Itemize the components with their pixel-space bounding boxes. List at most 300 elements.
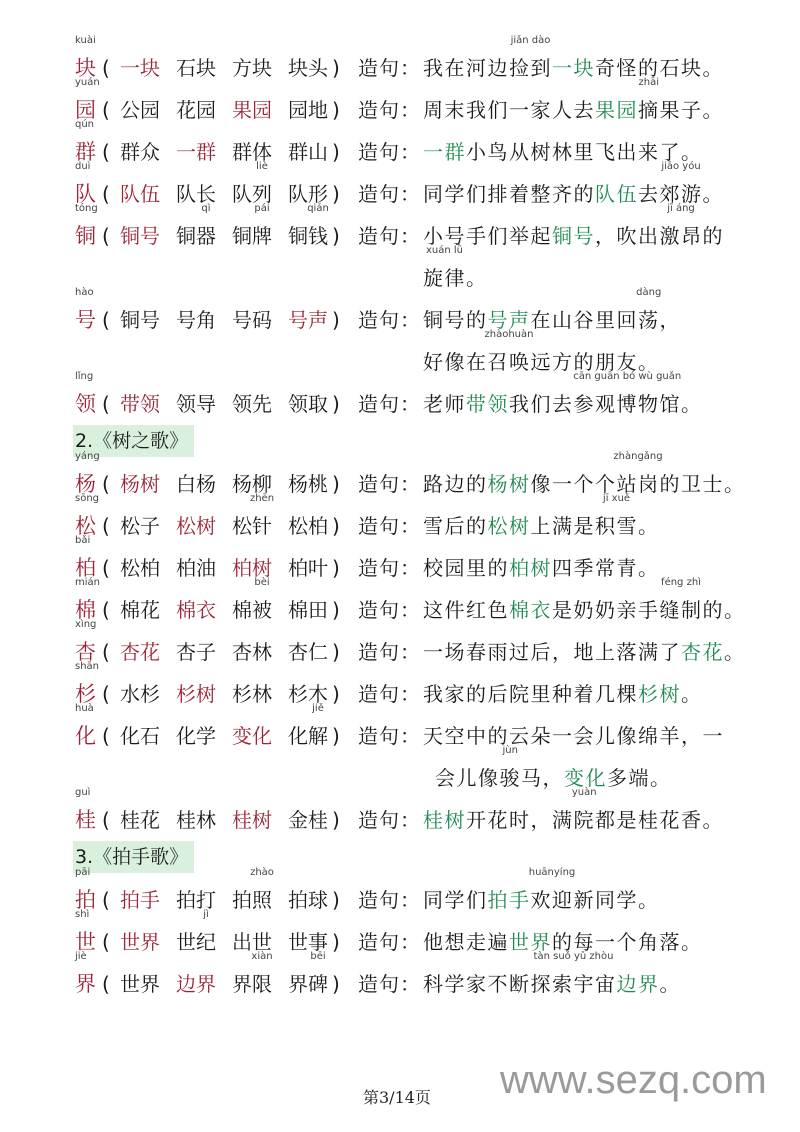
entry-line <box>75 909 775 963</box>
word-pinyin: zhào <box>250 867 274 878</box>
sentence-text: 这件红色 <box>423 598 509 622</box>
word-item: 队形 <box>288 182 328 206</box>
annotated-segment <box>595 493 638 547</box>
annotated-segment <box>571 787 597 841</box>
open-paren: ( <box>102 930 110 954</box>
segment-text: 积雪 <box>595 514 638 538</box>
word-item: 松 zhēn 针 <box>232 505 276 547</box>
word-item: 块头 <box>288 56 328 80</box>
segment-pinyin: jiāo yóu <box>661 161 701 172</box>
word-item: 柏树 <box>232 556 272 580</box>
segment-pinyin: jùn <box>502 745 518 756</box>
vocab-entry <box>75 661 775 715</box>
entry-line <box>75 451 775 505</box>
word-item: 群众 <box>120 140 160 164</box>
entry-line <box>75 35 775 89</box>
annotated-segment <box>530 951 617 1005</box>
word-item: 花园 <box>176 98 216 122</box>
word-item: 出世 <box>232 930 272 954</box>
key-character-text: 号 <box>75 308 96 332</box>
sentence-text: 。 <box>681 682 703 706</box>
highlighted-word: 杉树 <box>638 682 681 706</box>
word-pinyin: pái <box>254 203 270 214</box>
segment-text: 骏 <box>499 766 521 790</box>
key-character-pinyin: guì <box>75 787 91 798</box>
open-paren: ( <box>102 224 110 248</box>
open-paren: ( <box>102 682 110 706</box>
close-paren: ) <box>332 56 340 80</box>
annotated-segment <box>659 203 703 257</box>
annotated-char: liè 列 <box>252 161 272 206</box>
sentence-label: 造句： <box>358 724 421 748</box>
annotated-segment <box>573 371 682 425</box>
word-item: 世事 <box>288 930 328 954</box>
sentence-text: 在山谷里回 <box>530 308 638 332</box>
sentence-label: 造句： <box>358 972 421 996</box>
highlighted-word: 棉衣 <box>509 598 552 622</box>
key-character-text: 界 <box>75 972 96 996</box>
word-item: 园地 <box>288 98 328 122</box>
word-pinyin: qì <box>201 203 211 214</box>
sentence-text: 同学们排着整齐的 <box>423 182 595 206</box>
sentence-label: 造句： <box>358 98 421 122</box>
word-item: 果园 <box>232 98 272 122</box>
open-paren: ( <box>102 392 110 416</box>
close-paren: ) <box>332 392 340 416</box>
sentence-text: 都是桂花香。 <box>595 808 724 832</box>
close-paren: ) <box>332 930 340 954</box>
word-item: 棉田 <box>288 598 328 622</box>
word-item: 杉树 <box>176 682 216 706</box>
word-pinyin: jì <box>203 909 209 920</box>
word-item: 拍 zhào 照 <box>232 879 276 921</box>
word-item: 杨桃 <box>288 472 328 496</box>
sentence-text: 新同学。 <box>573 888 660 912</box>
sentence-text: 开花时，满 <box>466 808 574 832</box>
segment-text: 探索宇宙 <box>530 972 617 996</box>
word-item: 化学 <box>176 724 216 748</box>
vocab-entry <box>75 951 775 1005</box>
word-item: 一块 <box>120 56 160 80</box>
word-item: 拍手 <box>120 888 160 912</box>
vocab-entry <box>75 909 775 963</box>
vocab-entry <box>75 867 775 921</box>
highlighted-word: 果园 <box>595 98 638 122</box>
key-character-text: 领 <box>75 392 96 416</box>
word-item: 棉 bèi 被 <box>232 589 276 631</box>
key-character-pinyin: mián <box>75 577 100 588</box>
word-item: 方块 <box>232 56 272 80</box>
sentence-text: 好像在 <box>423 350 488 374</box>
segment-pinyin: jī xuě <box>602 493 631 504</box>
example-sentence <box>423 371 703 425</box>
entry-line <box>75 867 775 921</box>
word-item: 柏叶 <box>288 556 328 580</box>
word-item: 化 jiě 解 <box>288 715 332 757</box>
example-sentence <box>423 493 660 547</box>
key-character-text: 铜 <box>75 224 96 248</box>
word-item: 世界 <box>120 930 160 954</box>
sentence-text: 。 <box>638 514 660 538</box>
close-paren: ) <box>332 724 340 748</box>
close-paren: ) <box>332 640 340 664</box>
key-character-text: 杨 <box>75 472 96 496</box>
word-item: 群山 <box>288 140 328 164</box>
sentence-continuation-line <box>75 745 775 799</box>
example-sentence <box>423 787 724 841</box>
sentence-text: 同学们 <box>423 888 488 912</box>
key-character-text: 化 <box>75 724 96 748</box>
word-pinyin: qián <box>307 203 329 214</box>
sentence-label: 造句： <box>358 472 421 496</box>
word-item: 松柏 <box>120 556 160 580</box>
segment-pinyin: dàng <box>636 287 662 298</box>
close-paren: ) <box>332 98 340 122</box>
segment-text: 旋律 <box>423 266 466 290</box>
sentence-text: 果子。 <box>659 98 724 122</box>
vocab-entry <box>75 619 775 673</box>
sentence-label: 造句： <box>358 640 421 664</box>
highlighted-word: 拍手 <box>487 888 531 912</box>
sentence-label: 造句： <box>358 514 421 538</box>
segment-text: 捡到 <box>509 56 552 80</box>
word-item: 世界 <box>120 972 160 996</box>
key-character-pinyin: yáng <box>75 451 100 462</box>
sentence-label: 造句： <box>358 224 421 248</box>
annotated-segment <box>484 329 534 383</box>
word-item: 带领 <box>120 392 160 416</box>
word-item: 界 xiàn 限 <box>232 963 276 1005</box>
example-sentence <box>423 547 660 589</box>
annotated-char: bēi 碑 <box>308 951 328 996</box>
key-character-pinyin: lǐng <box>75 371 94 382</box>
word-item: 石块 <box>176 56 216 80</box>
entry-line <box>75 371 775 425</box>
word-item: 柏油 <box>176 556 216 580</box>
page-number: 第3/14页 <box>363 1088 431 1107</box>
highlighted-word: 杨树 <box>487 472 531 496</box>
open-paren: ( <box>102 182 110 206</box>
sentence-text: 校园里的 <box>423 556 509 580</box>
segment-pinyin: xuán lǜ <box>425 245 464 256</box>
key-character-pinyin: qún <box>75 119 95 130</box>
sentence-text: 的每一个角落。 <box>552 930 703 954</box>
sentence-text: 科学家不断 <box>423 972 531 996</box>
word-item: 水杉 <box>120 682 160 706</box>
key-character-text: 园 <box>75 98 96 122</box>
example-sentence <box>423 673 703 715</box>
word-item: 铜号 <box>120 224 160 248</box>
sentence-text: 上满是 <box>530 514 595 538</box>
segment-pinyin: féng zhì <box>661 577 701 588</box>
open-paren: ( <box>102 56 110 80</box>
sentence-text: 的卫士。 <box>659 472 746 496</box>
example-sentence <box>423 35 724 89</box>
annotated-char: qì 器 <box>196 203 216 248</box>
sentence-text: 像一个个 <box>530 472 617 496</box>
word-item: 松子 <box>120 514 160 538</box>
sentence-text: 周末我们一家人去 <box>423 98 595 122</box>
word-item: 公园 <box>120 98 160 122</box>
word-item: 领先 <box>232 392 272 416</box>
example-sentence <box>423 451 746 505</box>
key-character-pinyin: shān <box>75 661 100 672</box>
vocab-entry <box>75 451 775 505</box>
word-pinyin: bèi <box>254 577 270 588</box>
sentence-text: 的 <box>702 224 724 248</box>
word-item: 世 jì 纪 <box>176 921 220 963</box>
word-pinyin: zhēn <box>249 493 275 504</box>
key-character <box>75 951 101 1005</box>
word-item: 杨柳 <box>232 472 272 496</box>
highlighted-word: 铜号 <box>552 224 595 248</box>
highlighted-word: 世界 <box>509 930 552 954</box>
sentence-text: 我家的后院里种着几棵 <box>423 682 638 706</box>
word-item: 桂花 <box>120 808 160 832</box>
word-item: 铜 pái 牌 <box>232 215 276 257</box>
sentence-text: 的。 <box>702 598 746 622</box>
key-character-pinyin: yuán <box>75 77 100 88</box>
entry-line <box>75 661 775 715</box>
segment-pinyin: jiǎn dào <box>510 35 551 46</box>
key-character <box>75 787 101 841</box>
close-paren: ) <box>332 308 340 332</box>
sentence-label: 造句： <box>358 930 421 954</box>
example-sentence <box>423 577 746 631</box>
segment-pinyin: zhāi <box>638 77 659 88</box>
segment-text: 摘 <box>638 98 660 122</box>
sentence-text: 是奶奶亲手 <box>552 598 660 622</box>
word-item: 队长 <box>176 182 216 206</box>
key-character-text: 世 <box>75 930 96 954</box>
annotated-char: jì 纪 <box>196 909 216 954</box>
sentence-text: 他想走遍 <box>423 930 509 954</box>
key-character-text: 柏 <box>75 556 96 580</box>
annotated-segment <box>499 745 522 799</box>
word-pinyin: xiàn <box>251 951 273 962</box>
vocab-entry <box>75 77 775 131</box>
vocab-entry <box>75 203 775 299</box>
highlighted-word: 一块 <box>552 56 595 80</box>
close-paren: ) <box>332 556 340 580</box>
sentence-continuation-line <box>75 245 775 299</box>
highlighted-word: 边界 <box>616 972 660 996</box>
word-item: 群体 <box>232 140 272 164</box>
key-character-pinyin: tóng <box>75 203 98 214</box>
open-paren: ( <box>102 972 110 996</box>
entry-line <box>75 77 775 131</box>
open-paren: ( <box>102 308 110 332</box>
sentence-label: 造句： <box>358 308 421 332</box>
sentence-text: 会儿像 <box>435 766 500 790</box>
word-item: 铜号 <box>120 308 160 332</box>
open-paren: ( <box>102 556 110 580</box>
segment-text: 荡 <box>638 308 660 332</box>
open-paren: ( <box>102 888 110 912</box>
sentence-text: 我在河边 <box>423 56 509 80</box>
open-paren: ( <box>102 472 110 496</box>
close-paren: ) <box>332 972 340 996</box>
word-item: 边界 <box>176 972 216 996</box>
word-item: 金桂 <box>288 808 328 832</box>
vocab-entry <box>75 493 775 547</box>
example-sentence <box>423 867 660 921</box>
segment-text: 参观博物馆 <box>573 392 681 416</box>
word-item: 杏子 <box>176 640 216 664</box>
word-item: 拍球 <box>288 888 328 912</box>
sentence-label: 造句： <box>358 888 421 912</box>
close-paren: ) <box>332 888 340 912</box>
word-item: 界 bēi 碑 <box>288 963 332 1005</box>
segment-pinyin: jī áng <box>667 203 695 214</box>
word-item: 领取 <box>288 392 328 416</box>
word-item: 变化 <box>232 724 272 748</box>
entry-line <box>75 287 775 341</box>
vocab-entry <box>75 787 775 841</box>
word-item: 杉木 <box>288 682 328 706</box>
word-item: 铜 qián 钱 <box>288 215 332 257</box>
close-paren: ) <box>332 182 340 206</box>
open-paren: ( <box>102 514 110 538</box>
entry-line <box>75 951 775 1005</box>
example-sentence <box>423 203 724 257</box>
annotated-segment <box>528 867 576 921</box>
section-heading-text: 2.《树之歌》 <box>73 425 194 457</box>
key-character-text: 杉 <box>75 682 96 706</box>
segment-text: 激昂 <box>659 224 703 248</box>
open-paren: ( <box>102 598 110 622</box>
highlighted-word: 号声 <box>487 308 531 332</box>
sentence-text: 小鸟从树林里飞出来了。 <box>466 140 703 164</box>
word-pinyin: jiě <box>312 703 324 714</box>
close-paren: ) <box>332 598 340 622</box>
key-character-pinyin: jiè <box>75 951 87 962</box>
word-item: 领导 <box>176 392 216 416</box>
example-sentence <box>423 287 681 341</box>
word-item: 队伍 <box>120 182 160 206</box>
vocab-entry <box>75 371 775 425</box>
key-character-pinyin: duì <box>75 161 91 172</box>
sentence-text: 铜号的 <box>423 308 488 332</box>
sentence-label: 造句： <box>358 182 421 206</box>
key-character-pinyin: huà <box>75 703 94 714</box>
annotated-segment <box>509 35 552 89</box>
section-heading <box>73 425 775 457</box>
key-character-pinyin: kuài <box>75 35 96 46</box>
key-character-text: 松 <box>75 514 96 538</box>
sentence-text: 我们去 <box>509 392 574 416</box>
word-item: 号码 <box>232 308 272 332</box>
sentence-text: ， <box>659 308 681 332</box>
highlighted-word: 变化 <box>564 766 607 790</box>
segment-text: 缝制 <box>659 598 703 622</box>
open-paren: ( <box>102 140 110 164</box>
sentence-text: ，吹出 <box>595 224 660 248</box>
word-item: 号声 <box>288 308 328 332</box>
word-pinyin: bēi <box>310 951 326 962</box>
word-item: 杏仁 <box>288 640 328 664</box>
vocab-entry <box>75 35 775 89</box>
close-paren: ) <box>332 514 340 538</box>
key-character-text: 块 <box>75 56 96 80</box>
key-character-text: 杏 <box>75 640 96 664</box>
key-character-pinyin: bǎi <box>75 535 91 546</box>
key-character <box>75 203 101 257</box>
annotated-char: zhēn 针 <box>249 493 275 538</box>
word-item: 松柏 <box>288 514 328 538</box>
sentence-text: 多端。 <box>607 766 672 790</box>
annotated-segment <box>638 77 660 131</box>
sentence-label: 造句： <box>358 140 421 164</box>
segment-text: 郊游 <box>659 182 703 206</box>
sentence-text: 。 <box>724 640 746 664</box>
vocabulary-document <box>75 35 775 1005</box>
word-item: 桂林 <box>176 808 216 832</box>
segment-pinyin: tàn suǒ yǔ zhòu <box>533 951 614 962</box>
close-paren: ) <box>332 682 340 706</box>
annotated-char: zhào 照 <box>250 867 274 912</box>
sentence-text: 马， <box>521 766 564 790</box>
word-pinyin: liè <box>256 161 268 172</box>
example-sentence <box>423 245 488 299</box>
key-character <box>75 287 101 341</box>
highlighted-word: 松树 <box>487 514 531 538</box>
example-sentence <box>435 745 672 799</box>
annotated-char: qián 钱 <box>307 203 329 248</box>
open-paren: ( <box>102 98 110 122</box>
segment-pinyin: zhàngǎng <box>613 451 663 462</box>
word-item: 铜 qì 器 <box>176 215 220 257</box>
segment-text: 召唤 <box>487 350 531 374</box>
section-heading-text: 3.《拍手歌》 <box>73 841 194 873</box>
sentence-text: 路边的 <box>423 472 488 496</box>
open-paren: ( <box>102 640 110 664</box>
entry-line <box>75 577 775 631</box>
highlighted-word: 队伍 <box>595 182 638 206</box>
highlighted-word: 一群 <box>423 140 466 164</box>
key-character-pinyin: sōng <box>75 493 100 504</box>
sentence-text: 。 <box>702 182 724 206</box>
word-item: 杉林 <box>232 682 272 706</box>
word-item: 棉衣 <box>176 598 216 622</box>
sentence-text: 雪后的 <box>423 514 488 538</box>
sentence-text: 远方的朋友。 <box>530 350 660 374</box>
annotated-char: pái 牌 <box>252 203 272 248</box>
key-character-pinyin: xìng <box>75 619 97 630</box>
key-character-text: 拍 <box>75 888 96 912</box>
sentence-text: 老师 <box>423 392 466 416</box>
sentence-text: 。 <box>466 266 488 290</box>
key-character-pinyin: hào <box>75 287 94 298</box>
close-paren: ) <box>332 808 340 832</box>
example-sentence <box>423 77 724 131</box>
sentence-text: 一场春雨过后，地上落满了 <box>423 640 681 664</box>
key-character-text: 棉 <box>75 598 96 622</box>
open-paren: ( <box>102 808 110 832</box>
vocab-entry <box>75 703 775 799</box>
sentence-text: 去 <box>638 182 660 206</box>
key-character <box>75 703 101 757</box>
entry-line <box>75 619 775 673</box>
sentence-label: 造句： <box>358 556 421 580</box>
word-item: 拍打 <box>176 888 216 912</box>
highlighted-word: 带领 <box>466 392 509 416</box>
example-sentence <box>423 715 724 757</box>
word-item: 杨树 <box>120 472 160 496</box>
sentence-text: 小号手们举起 <box>423 224 552 248</box>
annotated-char: bèi 被 <box>252 577 272 622</box>
key-character-pinyin: pāi <box>75 867 91 878</box>
